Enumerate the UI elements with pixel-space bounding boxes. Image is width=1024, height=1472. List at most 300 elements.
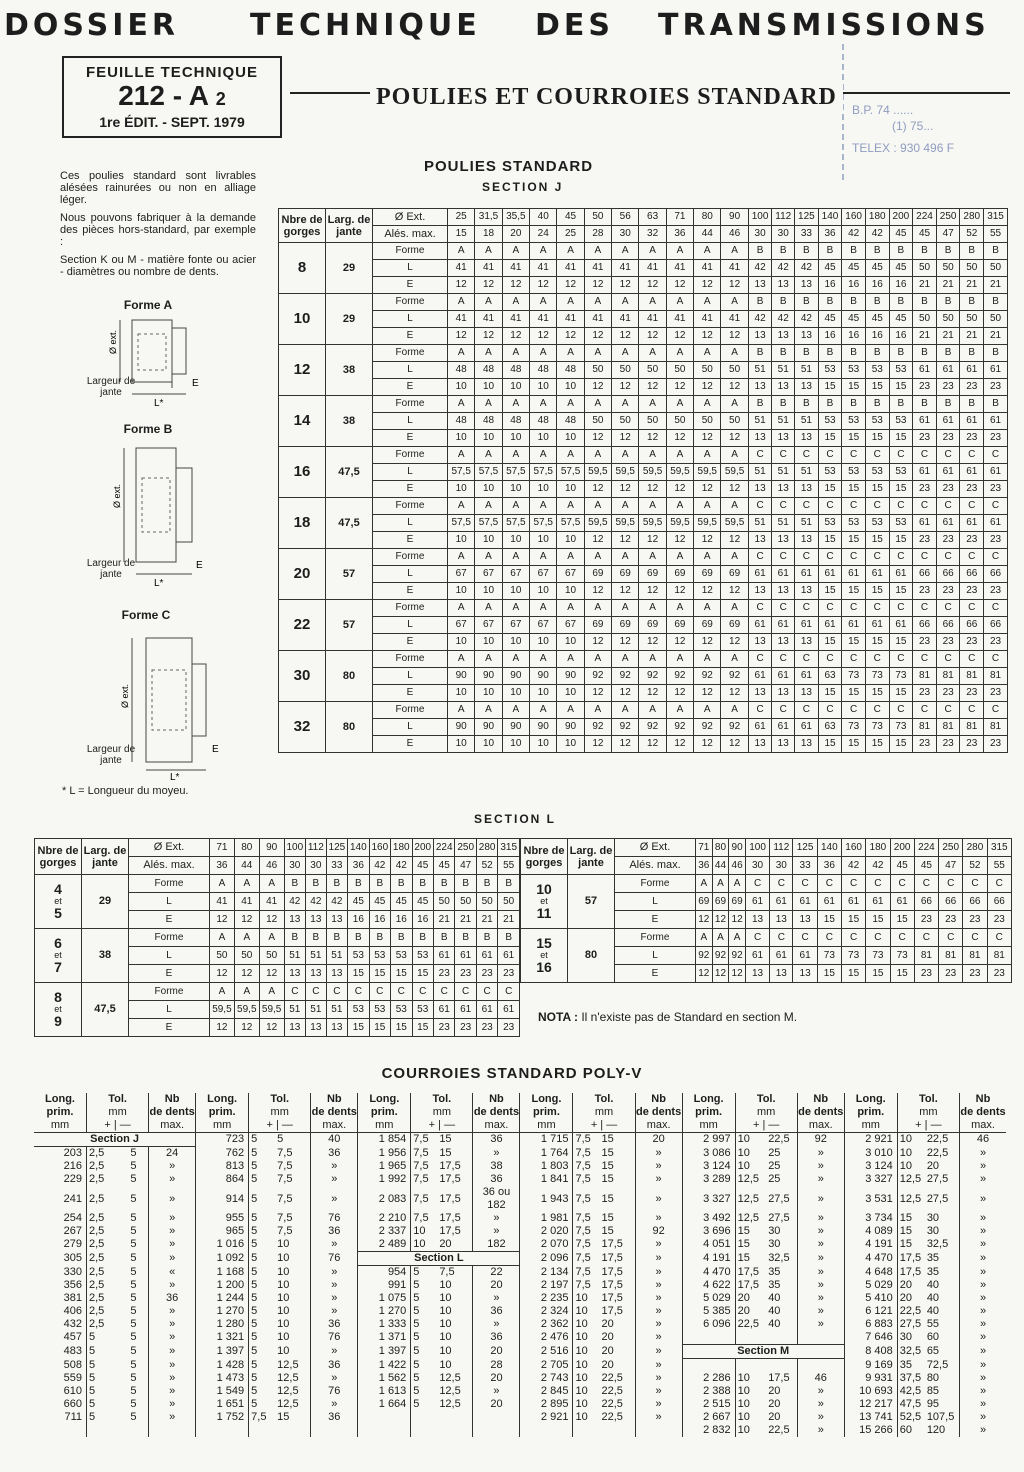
courroies-table-wrap xyxy=(34,1093,1006,1437)
table-cell: C xyxy=(984,600,1008,617)
table-cell: 61 xyxy=(772,617,795,634)
tol-plus: 17,5 xyxy=(735,1279,766,1292)
nb-dents: » xyxy=(960,1279,1007,1292)
forme-b-label: Forme B xyxy=(123,422,173,436)
table-cell: 50 xyxy=(694,413,721,430)
table-cell: C xyxy=(939,875,963,893)
note-paragraph: Section K ou M - matière fonte ou acier - diamètres ou nombre de dents. xyxy=(60,254,256,278)
table-cell: 13 xyxy=(795,685,819,702)
table-cell: 15 xyxy=(818,532,842,549)
table-cell: 12 xyxy=(666,379,693,396)
table-cell: 12 xyxy=(584,277,611,294)
section-heading: Section M xyxy=(682,1345,844,1359)
table-cell: 57,5 xyxy=(530,515,557,532)
tol-plus: 15 xyxy=(897,1225,925,1238)
table-cell: 67 xyxy=(530,566,557,583)
ales-value: 36 xyxy=(666,226,693,243)
header-nb: Nb de dents max. xyxy=(473,1093,520,1131)
table-cell: 61 xyxy=(476,947,497,965)
data-row xyxy=(279,515,1008,532)
nbre-gorges: 16 xyxy=(279,447,326,498)
ext-value: 80 xyxy=(694,209,721,226)
table-cell: 15 xyxy=(412,1019,433,1037)
table-cell: 69 xyxy=(712,893,729,911)
header-long: Long. prim. mm xyxy=(520,1093,573,1133)
nb-dents: 36 xyxy=(311,1411,358,1424)
table-cell: 50 xyxy=(960,311,984,328)
ext-value: 140 xyxy=(818,209,842,226)
table-cell: 66 xyxy=(914,893,938,911)
ext-value: 140 xyxy=(817,839,841,857)
table-cell: 13 xyxy=(795,583,819,600)
table-cell: C xyxy=(348,983,369,1001)
belt-length: 6 121 xyxy=(844,1305,897,1318)
table-cell: 13 xyxy=(748,277,772,294)
belt-length: 6 096 xyxy=(682,1318,735,1331)
belt-length: 1 992 xyxy=(358,1173,411,1186)
table-cell: 15 xyxy=(818,634,842,651)
table-cell: 10 xyxy=(448,736,475,753)
table-cell: 12 xyxy=(639,328,666,345)
table-cell: A xyxy=(666,345,693,362)
header-long: Long. prim. mm xyxy=(682,1093,735,1133)
table-cell: C xyxy=(841,929,865,947)
table-cell: 69 xyxy=(584,566,611,583)
table-cell: A xyxy=(502,294,529,311)
table-cell: A xyxy=(557,549,584,566)
ext-value: 160 xyxy=(369,839,390,857)
table-cell: B xyxy=(748,345,772,362)
table-cell: C xyxy=(795,447,819,464)
tol-plus: 10 xyxy=(897,1133,925,1147)
row-label: E xyxy=(615,911,696,929)
table-cell: 61 xyxy=(960,464,984,481)
row-label: L xyxy=(615,893,696,911)
table-cell: 50 xyxy=(913,260,937,277)
table-cell: 10 xyxy=(475,379,502,396)
tol-minus: 10 xyxy=(439,1292,452,1304)
nb-dents: 20 xyxy=(473,1372,520,1385)
table-cell: A xyxy=(639,294,666,311)
table-cell: 53 xyxy=(865,464,889,481)
table-cell: C xyxy=(842,702,866,719)
tol-plus: 7,5 xyxy=(573,1160,600,1173)
data-row xyxy=(35,875,520,893)
table-cell: C xyxy=(865,549,889,566)
table-cell: A xyxy=(639,396,666,413)
row-label: L xyxy=(373,719,448,736)
belt-length: 2 832 xyxy=(682,1424,735,1437)
tol-minus: 12,5 xyxy=(277,1358,299,1371)
table-cell: 21 xyxy=(913,328,937,345)
table-cell xyxy=(311,1424,358,1437)
tol-minus: 25 xyxy=(768,1160,781,1172)
belt-length: 2 743 xyxy=(520,1372,573,1385)
tol-minus: 5 xyxy=(130,1331,137,1344)
table-cell: 51 xyxy=(748,464,772,481)
table-cell: 15 xyxy=(817,911,841,929)
belt-length: 1 168 xyxy=(196,1266,249,1280)
tol-plus: 20 xyxy=(735,1292,766,1305)
tol-minus: 7,5 xyxy=(277,1225,293,1237)
table-cell: 15 xyxy=(889,583,913,600)
table-cell: C xyxy=(913,447,937,464)
tol-plus: 7,5 xyxy=(411,1133,438,1147)
table-cell: 51 xyxy=(306,947,327,965)
tol-plus: 5 xyxy=(249,1212,276,1225)
header-nbre: Nbre de gorges xyxy=(521,839,568,875)
tol-plus: 5 xyxy=(249,1279,276,1292)
row-label: Forme xyxy=(373,447,448,464)
table-cell: 92 xyxy=(612,719,639,736)
table-cell: 12 xyxy=(694,532,721,549)
table-cell: 15 xyxy=(369,1019,390,1037)
table-cell: 15 xyxy=(369,965,390,983)
table-cell: A xyxy=(721,396,748,413)
table-cell: 41 xyxy=(234,893,259,911)
table-cell: 23 xyxy=(960,583,984,600)
row-label: Forme xyxy=(373,396,448,413)
table-cell: 61 xyxy=(936,464,960,481)
tol-minus: 10 xyxy=(439,1305,452,1317)
table-cell: 12 xyxy=(721,481,748,498)
table-cell: 12 xyxy=(639,430,666,447)
nb-dents: » xyxy=(960,1266,1007,1280)
header-tol: Tol. mm + | — xyxy=(735,1093,797,1133)
belt-length: 241 xyxy=(63,1192,82,1205)
table-cell: 66 xyxy=(960,617,984,634)
table-cell: 15 xyxy=(866,911,890,929)
nb-dents: » xyxy=(635,1160,682,1173)
table-cell: A xyxy=(612,651,639,668)
table-cell: 50 xyxy=(455,893,476,911)
tol-plus: 15 xyxy=(897,1238,925,1252)
table-cell: 50 xyxy=(584,413,611,430)
tol-plus: 10 xyxy=(735,1411,766,1424)
header-row xyxy=(35,839,520,857)
table-cell: 53 xyxy=(412,947,433,965)
tol-minus: 30 xyxy=(926,1225,940,1237)
tol-minus xyxy=(766,1359,797,1373)
table-cell: B xyxy=(369,875,390,893)
belt-length: 1 854 xyxy=(358,1133,411,1147)
belt-length: 3 124 xyxy=(682,1160,735,1173)
table-cell: 41 xyxy=(502,260,529,277)
table-cell: A xyxy=(530,600,557,617)
table-cell: 12 xyxy=(502,328,529,345)
table-cell: 57,5 xyxy=(475,515,502,532)
table-cell: 61 xyxy=(745,947,769,965)
section-j-label: SECTION J xyxy=(482,180,564,194)
belt-length: 7 646 xyxy=(844,1331,897,1345)
table-cell: 12 xyxy=(694,736,721,753)
table-cell: 90 xyxy=(475,668,502,685)
nb-dents: 28 xyxy=(473,1359,520,1373)
table-cell: 59,5 xyxy=(666,464,693,481)
ales-value: 30 xyxy=(745,857,769,875)
table-cell: A xyxy=(712,875,729,893)
tol-plus: 5 xyxy=(249,1359,276,1373)
tol-minus: 20 xyxy=(926,1160,940,1172)
table-cell: 23 xyxy=(913,634,937,651)
nb-dents: » xyxy=(797,1292,844,1305)
tol-plus: 7,5 xyxy=(249,1411,276,1424)
table-cell: A xyxy=(666,600,693,617)
table-cell: 15 xyxy=(889,532,913,549)
table-cell: B xyxy=(984,243,1008,260)
ext-value: 180 xyxy=(865,209,889,226)
ales-value: 30 xyxy=(284,857,305,875)
table-cell: 61 xyxy=(772,719,795,736)
belt-length: 660 xyxy=(63,1398,82,1410)
table-cell: 50 xyxy=(498,893,520,911)
ales-value: 30 xyxy=(306,857,327,875)
table-cell xyxy=(128,1424,148,1437)
table-cell: C xyxy=(433,983,454,1001)
nb-dents: » xyxy=(960,1424,1007,1437)
table-cell: 21 xyxy=(913,277,937,294)
largeur-jante: 80 xyxy=(568,929,615,983)
ales-value: 25 xyxy=(557,226,584,243)
tol-plus: 7,5 xyxy=(573,1238,600,1252)
table-cell: 69 xyxy=(639,617,666,634)
table-cell: 13 xyxy=(284,911,305,929)
ales-value: 45 xyxy=(914,857,938,875)
table-cell: 10 xyxy=(530,481,557,498)
table-cell: 61 xyxy=(913,515,937,532)
belt-row xyxy=(34,1279,1006,1292)
table-cell: 13 xyxy=(748,634,772,651)
table-cell: 15 xyxy=(842,532,866,549)
largeur-jante: 80 xyxy=(326,651,373,702)
belt-length: 1 803 xyxy=(520,1160,573,1173)
table-cell: 50 xyxy=(984,260,1008,277)
table-cell: 23 xyxy=(984,583,1008,600)
table-cell: 12 xyxy=(712,965,729,983)
row-label: L xyxy=(373,515,448,532)
table-cell: 66 xyxy=(913,617,937,634)
row-label: E xyxy=(373,583,448,600)
nb-dents: » xyxy=(311,1305,358,1318)
header-larg: Larg. de jante xyxy=(82,839,129,875)
table-cell: A xyxy=(729,875,746,893)
header-long: Long. prim. mm xyxy=(34,1093,87,1133)
ales-value: 30 xyxy=(770,857,793,875)
tol-plus: 10 xyxy=(735,1372,766,1385)
largeur-jante: 29 xyxy=(82,875,129,929)
tol-plus: 10 xyxy=(573,1345,600,1359)
table-cell: 15 xyxy=(842,379,866,396)
tol-plus: 10 xyxy=(735,1398,766,1411)
table-cell: 81 xyxy=(960,668,984,685)
table-cell: C xyxy=(772,498,795,515)
tol-minus: 22,5 xyxy=(601,1398,623,1410)
tol-minus: 120 xyxy=(926,1424,946,1436)
row-label: E xyxy=(373,532,448,549)
belt-length: 2 210 xyxy=(358,1212,411,1225)
largeur-jante: 47,5 xyxy=(326,447,373,498)
table-cell: 57,5 xyxy=(475,464,502,481)
forme-c-label: Forme C xyxy=(121,608,171,622)
table-cell: A xyxy=(530,702,557,719)
largeur-jante: 38 xyxy=(326,396,373,447)
table-cell: 23 xyxy=(984,430,1008,447)
tol-minus: 17,5 xyxy=(439,1212,461,1224)
table-cell: 13 xyxy=(772,736,795,753)
table-cell: 15 xyxy=(818,583,842,600)
table-cell: 12 xyxy=(666,430,693,447)
table-cell: 50 xyxy=(433,893,454,911)
table-cell: A xyxy=(557,651,584,668)
table-cell: B xyxy=(889,243,913,260)
table-cell: 61 xyxy=(793,947,817,965)
ales-value: 55 xyxy=(498,857,520,875)
nb-dents: 36 xyxy=(311,1359,358,1373)
belt-length: 1 371 xyxy=(358,1331,411,1345)
table-cell: 12 xyxy=(666,685,693,702)
tol-minus: 15 xyxy=(601,1225,614,1237)
data-row xyxy=(279,430,1008,447)
table-cell: B xyxy=(795,396,819,413)
tol-minus: 20 xyxy=(768,1385,781,1397)
table-cell: 41 xyxy=(448,311,475,328)
tol-minus: 20 xyxy=(601,1318,614,1330)
tol-minus: 7,5 xyxy=(277,1160,293,1172)
table-cell: B xyxy=(326,875,347,893)
table-cell: 61 xyxy=(818,617,842,634)
forme-a-label: Forme A xyxy=(123,298,173,312)
tol-plus: 10 xyxy=(411,1225,438,1238)
tol-minus: 10 xyxy=(277,1331,290,1344)
table-cell: 57,5 xyxy=(530,464,557,481)
table-cell: 61 xyxy=(913,362,937,379)
nbre-gorges: 18 xyxy=(279,498,326,549)
table-cell: 12 xyxy=(210,911,235,929)
table-cell: 21 xyxy=(936,328,960,345)
nb-dents: » xyxy=(311,1398,358,1411)
ext-value: 315 xyxy=(498,839,520,857)
ext-value: 280 xyxy=(476,839,497,857)
tol-minus: 10 xyxy=(277,1318,290,1330)
tol-plus: 5 xyxy=(411,1398,438,1411)
table-cell xyxy=(149,1424,196,1437)
table-cell: 10 xyxy=(475,532,502,549)
tol-plus: 47,5 xyxy=(897,1398,925,1411)
table-cell: 63 xyxy=(818,719,842,736)
ext-value: 35,5 xyxy=(502,209,529,226)
tol-minus: 27,5 xyxy=(926,1173,949,1185)
header-title xyxy=(0,8,1024,44)
table-cell: 10 xyxy=(557,736,584,753)
tol-plus: 5 xyxy=(411,1266,438,1280)
svg-text:L*: L* xyxy=(170,772,180,783)
table-cell xyxy=(411,1424,438,1437)
nb-dents: 36 ou 182 xyxy=(473,1186,520,1212)
table-cell: 59,5 xyxy=(694,515,721,532)
table-cell: 50 xyxy=(584,362,611,379)
table-cell: 53 xyxy=(865,413,889,430)
tol-plus: 10 xyxy=(573,1385,600,1398)
section-l-table-left xyxy=(34,838,520,1037)
table-cell: 92 xyxy=(696,947,713,965)
table-cell: A xyxy=(448,498,475,515)
svg-text:Ø ext.: Ø ext. xyxy=(120,683,130,708)
table-cell: C xyxy=(748,549,772,566)
row-label: L xyxy=(373,464,448,481)
table-cell: 12 xyxy=(639,481,666,498)
tol-plus: 7,5 xyxy=(573,1173,600,1186)
table-cell: 73 xyxy=(842,668,866,685)
table-cell: 13 xyxy=(745,911,769,929)
belt-length: 914 xyxy=(196,1186,249,1212)
table-cell xyxy=(358,1411,411,1424)
table-cell: 13 xyxy=(795,328,819,345)
tol-plus: 5 xyxy=(87,1398,129,1411)
table-cell: 69 xyxy=(729,893,746,911)
table-cell: 69 xyxy=(666,617,693,634)
nb-dents: 36 xyxy=(473,1173,520,1186)
nb-dents: » xyxy=(149,1359,196,1373)
table-cell: 10 xyxy=(557,481,584,498)
table-cell: C xyxy=(960,549,984,566)
ales-value: 55 xyxy=(987,857,1011,875)
table-cell: B xyxy=(818,294,842,311)
header-word: TRANSMISSIONS xyxy=(658,8,990,43)
nb-dents: 182 xyxy=(473,1238,520,1252)
belt-row xyxy=(34,1160,1006,1173)
table-cell: 13 xyxy=(284,965,305,983)
table-cell: 61 xyxy=(913,413,937,430)
largeur-jante: 47,5 xyxy=(82,983,129,1037)
belt-length: 2 516 xyxy=(520,1345,573,1359)
table-cell: C xyxy=(914,875,938,893)
nbre-gorges: 6 et 7 xyxy=(35,929,82,983)
nbre-gorges: 14 xyxy=(279,396,326,447)
nb-dents: » xyxy=(797,1252,844,1266)
table-cell: 13 xyxy=(284,1019,305,1037)
tol-plus: 7,5 xyxy=(573,1186,600,1212)
table-cell: C xyxy=(476,983,497,1001)
table-cell xyxy=(275,1424,311,1437)
belt-length xyxy=(682,1331,735,1345)
data-row xyxy=(279,464,1008,481)
table-cell: 41 xyxy=(530,311,557,328)
table-cell: 12 xyxy=(639,277,666,294)
tol-minus: 7,5 xyxy=(439,1266,455,1278)
section-heading: Section L xyxy=(358,1252,520,1266)
ales-value: 33 xyxy=(793,857,817,875)
table-cell: B xyxy=(748,243,772,260)
table-cell: 57,5 xyxy=(448,515,475,532)
table-cell: 50 xyxy=(639,413,666,430)
e-label: E xyxy=(192,378,199,389)
table-cell: C xyxy=(818,600,842,617)
table-cell: 53 xyxy=(369,1001,390,1019)
ales-value: 42 xyxy=(369,857,390,875)
nb-dents: » xyxy=(473,1225,520,1238)
largeur-jante: 29 xyxy=(326,294,373,345)
tol-plus: 2,5 xyxy=(87,1279,129,1292)
table-cell: 53 xyxy=(818,464,842,481)
table-cell: 61 xyxy=(455,1001,476,1019)
table-cell: 10 xyxy=(502,379,529,396)
table-cell: A xyxy=(475,549,502,566)
tol-plus: 37,5 xyxy=(897,1372,925,1385)
tol-plus: 5 xyxy=(411,1359,438,1373)
stamp-line: TELEX : 930 496 F xyxy=(852,141,955,155)
table-cell: 67 xyxy=(448,566,475,583)
tol-plus: 5 xyxy=(87,1331,129,1345)
